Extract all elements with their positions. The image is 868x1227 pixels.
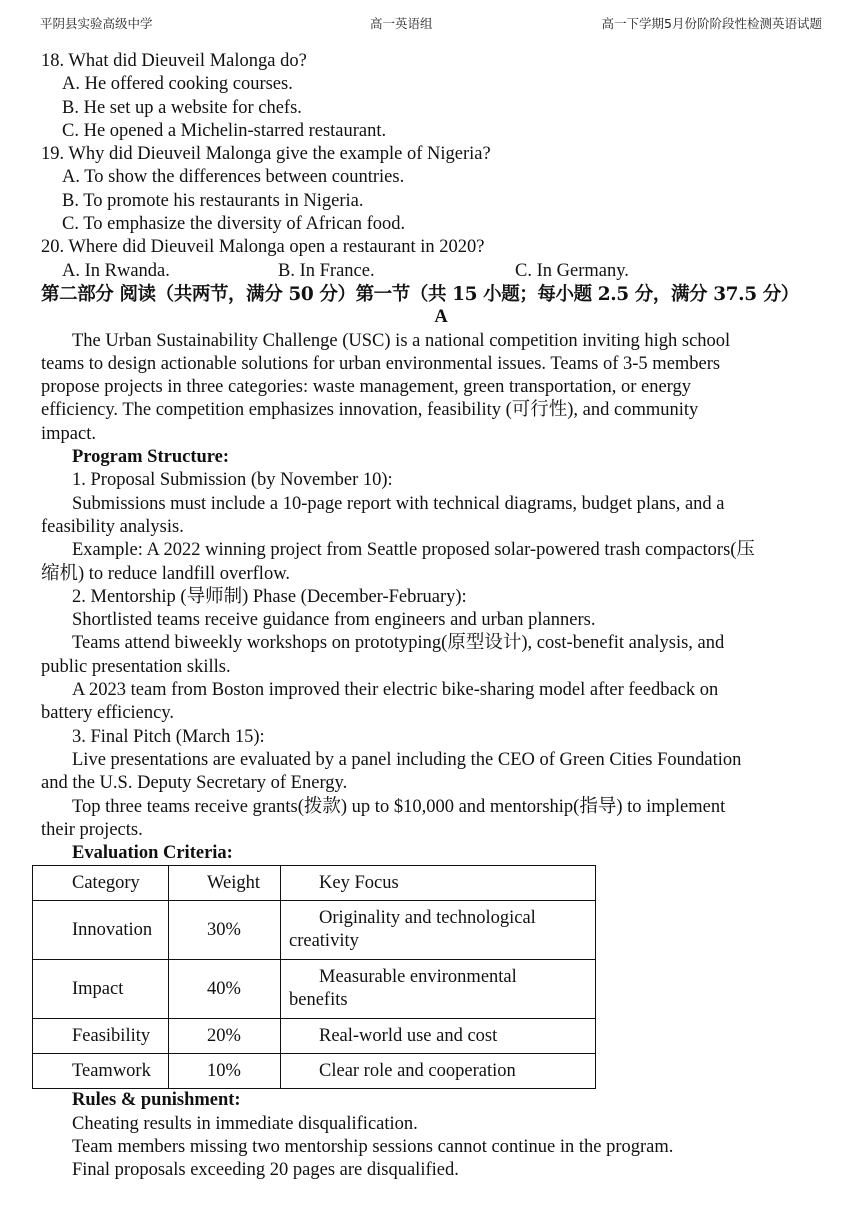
evaluation-criteria-heading: Evaluation Criteria:	[72, 843, 233, 864]
step-1-title: 1. Proposal Submission (by November 10):	[72, 470, 393, 491]
table-row	[33, 960, 596, 1019]
intro-line: propose projects in three categories: waste management, green transportation, or energy	[41, 377, 692, 398]
table-row	[33, 901, 596, 960]
table-cell-weight: 20%	[169, 1019, 281, 1054]
table-cell-focus-line: Measurable environmental	[319, 967, 517, 988]
table-header-cell: Weight	[169, 866, 281, 901]
table-row	[33, 1054, 596, 1089]
step-3-live-line: and the U.S. Deputy Secretary of Energy.	[41, 773, 348, 794]
table-cell-focus-line: creativity	[289, 931, 359, 952]
section-heading: 第二部分 阅读（共两节，满分 50 分）第一节（共 15 小题；每小题 2.5 分，满分 37.5 分）	[41, 283, 799, 305]
table-cell-focus	[281, 1019, 596, 1054]
passage-label: A	[434, 307, 448, 328]
step-2-workshops-line: Teams attend biweekly workshops on prototyping(原型设计), cost-benefit analysis, and	[72, 633, 725, 654]
rule-item: Cheating results in immediate disqualification.	[72, 1113, 418, 1134]
table-cell-weight: 30%	[169, 901, 281, 960]
step-2-boston-line: battery efficiency.	[41, 703, 175, 724]
rule-item: Team members missing two mentorship sessions cannot continue in the program.	[72, 1136, 674, 1157]
table-header-key-focus: Key Focus	[319, 872, 399, 893]
program-structure-heading: Program Structure:	[72, 447, 230, 468]
intro-line: The Urban Sustainability Challenge (USC) is a national competition inviting high school	[72, 330, 731, 351]
table-cell-focus-line: Clear role and cooperation	[319, 1060, 516, 1081]
table-cell-category: Impact	[33, 960, 169, 1019]
table-cell-category: Feasibility	[33, 1019, 169, 1054]
step-2-workshops-line: public presentation skills.	[41, 656, 231, 677]
rules-heading: Rules & punishment:	[72, 1090, 241, 1111]
table-cell-focus-line: Real-world use and cost	[319, 1025, 498, 1046]
step-1-example-line: 缩机) to reduce landfill overflow.	[41, 563, 290, 584]
header-exam-title: 高一下学期5月份阶阶段性检测英语试题	[601, 16, 822, 31]
exam-content	[41, 50, 841, 1183]
step-1-line: feasibility analysis.	[41, 516, 184, 537]
table-header-row	[33, 866, 596, 901]
intro-line: teams to design actionable solutions for urban environmental issues. Teams of 3-5 members	[41, 353, 721, 374]
header-school: 平阴县实验高级中学	[40, 16, 153, 31]
question-18-option-a: A. He offered cooking courses.	[62, 74, 293, 95]
evaluation-criteria-table	[32, 865, 596, 1089]
table-row	[33, 1019, 596, 1054]
header-group: 高一英语组	[370, 16, 433, 31]
table-cell-weight: 40%	[169, 960, 281, 1019]
table-cell-focus	[281, 1054, 596, 1089]
question-19-option-c: C. To emphasize the diversity of African food.	[62, 214, 406, 235]
question-20-stem: 20. Where did Dieuveil Malonga open a restaurant in 2020?	[41, 237, 485, 258]
question-18-option-c: C. He opened a Michelin-starred restaurant.	[62, 120, 387, 141]
intro-line: efficiency. The competition emphasizes innovation, feasibility (可行性), and community	[41, 400, 699, 421]
table-cell-category: Teamwork	[33, 1054, 169, 1089]
step-1-example-line: Example: A 2022 winning project from Seattle proposed solar-powered trash compactors(压	[72, 540, 755, 561]
step-3-top-line: Top three teams receive grants(拨款) up to $10,000 and mentorship(指导) to implement	[72, 796, 726, 817]
table-cell-focus	[281, 960, 596, 1019]
question-18-option-b: B. He set up a website for chefs.	[62, 97, 302, 118]
step-2-line: Shortlisted teams receive guidance from engineers and urban planners.	[72, 610, 596, 631]
table-cell-focus-line: benefits	[289, 990, 348, 1011]
question-19-option-a: A. To show the differences between countries.	[62, 167, 405, 188]
table-cell-weight: 10%	[169, 1054, 281, 1089]
step-3-top-line: their projects.	[41, 819, 143, 840]
question-20-options	[41, 260, 841, 283]
question-18-stem: 18. What did Dieuveil Malonga do?	[41, 51, 307, 71]
rule-item: Final proposals exceeding 20 pages are disqualified.	[72, 1160, 459, 1181]
question-19-stem: 19. Why did Dieuveil Malonga give the example of Nigeria?	[41, 144, 491, 165]
table-cell-focus	[281, 901, 596, 960]
step-3-title: 3. Final Pitch (March 15):	[72, 726, 265, 747]
intro-line: impact.	[41, 423, 96, 444]
table-cell-focus-line: Originality and technological	[319, 908, 536, 929]
question-20-option-c: C. In Germany.	[515, 260, 629, 281]
step-2-boston-line: A 2023 team from Boston improved their electric bike-sharing model after feedback on	[72, 680, 719, 701]
question-20-option-a: A. In Rwanda.	[62, 260, 170, 281]
step-1-line: Submissions must include a 10-page report with technical diagrams, budget plans, and a	[72, 493, 725, 514]
question-19-option-b: B. To promote his restaurants in Nigeria.	[62, 190, 364, 211]
step-2-title: 2. Mentorship (导师制) Phase (December-February):	[72, 586, 467, 607]
table-header-cell	[281, 866, 596, 901]
table-header-cell: Category	[33, 866, 169, 901]
page-header	[0, 10, 868, 32]
step-3-live-line: Live presentations are evaluated by a panel including the CEO of Green Cities Foundation	[72, 749, 742, 770]
question-20-option-b: B. In France.	[278, 260, 375, 281]
table-cell-category: Innovation	[33, 901, 169, 960]
